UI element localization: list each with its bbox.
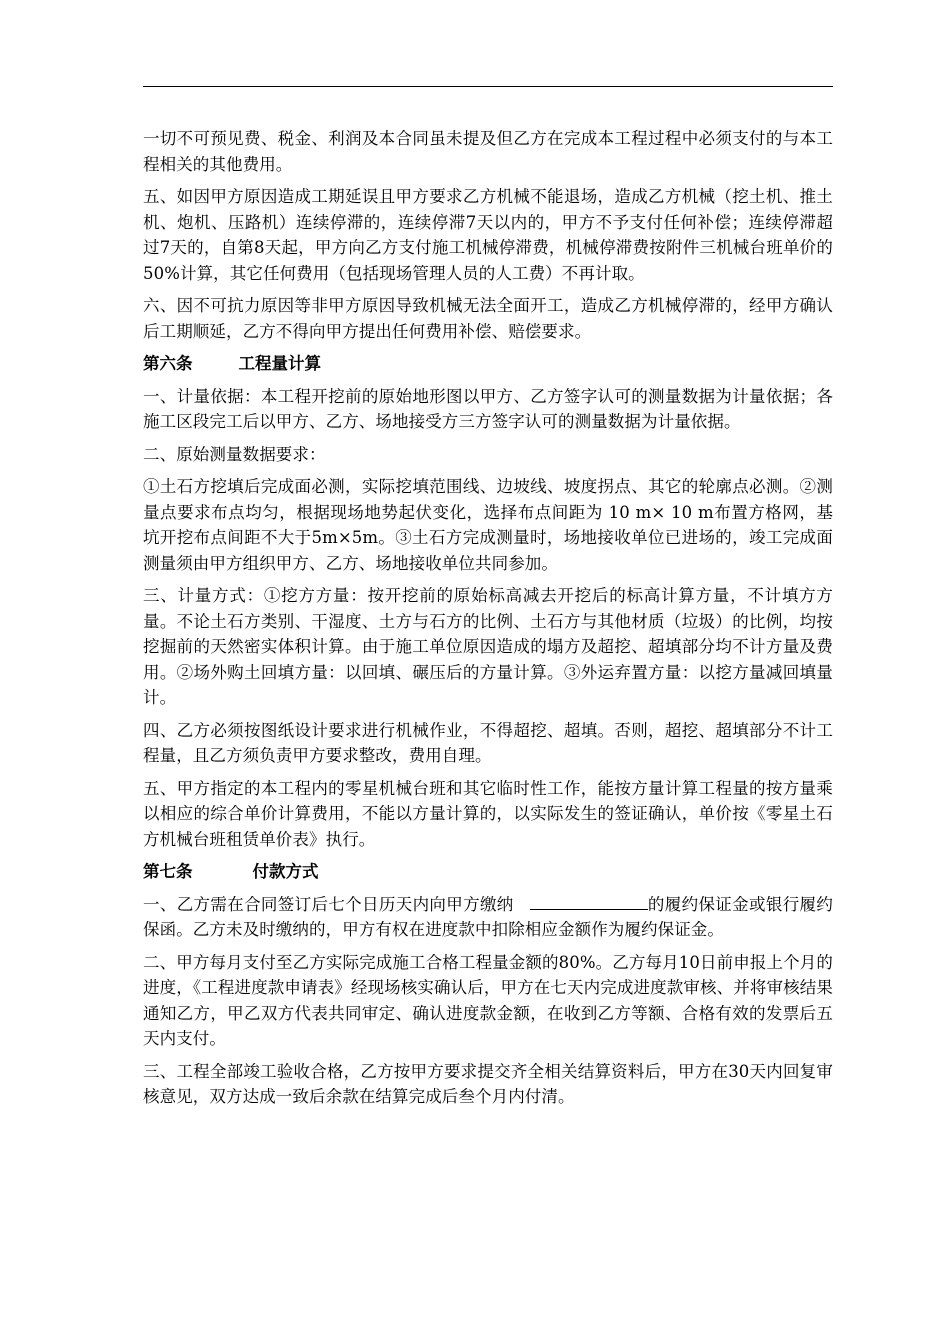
paragraph-other-costs: 一切不可预见费、税金、利润及本合同虽未提及但乙方在完成本工程过程中必须支付的与本工程相关的其他费用。: [143, 129, 833, 174]
paragraph-survey-details: ①土石方挖填后完成面必测，实际挖填范围线、边坡线、坡度拐点、其它的轮廓点必测。②测量点要求布点均匀，根据现场地势起伏变化，选择布点间距为 10 m× 10 m布置方格网，基坑开挖布点间距不大于5m×5m。③土石方完成测量时，场地接收单位已进场的，竣工完成面测量须由甲方组织甲方、乙方、场地接收单位共同参加。: [143, 477, 833, 573]
header-rule: [143, 86, 833, 87]
paragraph-performance-bond: [143, 892, 833, 943]
article-title: 工程量计算: [238, 354, 321, 373]
bond-text-before: 一、乙方需在合同签订后七个日历天内向甲方缴纳: [143, 894, 514, 914]
article-number: 第七条: [143, 862, 193, 881]
paragraph-measurement-basis: 一、计量依据：本工程开挖前的原始地形图以甲方、乙方签字认可的测量数据为计量依据；各施工区段完工后以甲方、乙方、场地接受方三方签字认可的测量数据为计量依据。: [143, 386, 833, 431]
section-heading-article-7: [143, 859, 833, 885]
bond-text-after: 的履约保证金或银行履约保函。乙方未及时缴纳的，甲方有权在进度款中扣除相应金额作为履约保证金。: [143, 894, 834, 939]
paragraph-machine-stoppage: 五、如因甲方原因造成工期延误且甲方要求乙方机械不能退场，造成乙方机械（挖土机、推土机、炮机、压路机）连续停滞的，连续停滞7天以内的，甲方不予支付任何补偿；连续停滞超过7天的，自第8天起，甲方向乙方支付施工机械停滞费，机械停滞费按附件三机械台班单价的50%计算，其它任何费用（包括现场管理人员的人工费）不再计取。: [143, 187, 833, 283]
section-heading-article-6: [143, 351, 833, 377]
paragraph-force-majeure: 六、因不可抗力原因等非甲方原因导致机械无法全面开工，造成乙方机械停滞的，经甲方确认后工期顺延，乙方不得向甲方提出任何费用补偿、赔偿要求。: [143, 296, 833, 341]
paragraph-final-settlement: 三、工程全部竣工验收合格，乙方按甲方要求提交齐全相关结算资料后，甲方在30天内回复审核意见，双方达成一致后余款在结算完成后叁个月内付清。: [143, 1061, 833, 1106]
blank-amount-field: [530, 892, 648, 910]
paragraph-miscellaneous-work: 五、甲方指定的本工程内的零星机械台班和其它临时性工作，能按方量计算工程量的按方量乘以相应的综合单价计算费用，不能以方量计算的，以实际发生的签证确认，单价按《零星土石方机械台班租赁单价表》执行。: [143, 778, 833, 849]
paragraph-survey-requirements: 二、原始测量数据要求：: [143, 444, 326, 464]
article-title: 付款方式: [252, 862, 319, 881]
paragraph-no-overexcavation: 四、乙方必须按图纸设计要求进行机械作业，不得超挖、超填。否则，超挖、超填部分不计工程量，且乙方须负责甲方要求整改，费用自理。: [143, 720, 833, 765]
article-number: 第六条: [143, 354, 193, 373]
document-body: [143, 126, 833, 1117]
paragraph-measurement-method: 三、计量方式：①挖方方量：按开挖前的原始标高减去开挖后的标高计算方量，不计填方方量。不论土石方类别、干湿度、土方与石方的比例、土石方与其他材质（垃圾）的比例，均按挖掘前的天然密实体积计算。由于施工单位原因造成的塌方及超挖、超填部分均不计方量及费用。②场外购土回填方量：以回填、碾压后的方量计算。③外运弃置方量：以挖方量减回填量计。: [143, 586, 833, 707]
paragraph-monthly-payment: 二、甲方每月支付至乙方实际完成施工合格工程量金额的80%。乙方每月10日前申报上个月的进度，《工程进度款申请表》经现场核实确认后，甲方在七天内完成进度款审核、并将审核结果通知乙方，甲乙双方代表共同审定、确认进度款金额，在收到乙方等额、合格有效的发票后五天内支付。: [143, 952, 833, 1048]
